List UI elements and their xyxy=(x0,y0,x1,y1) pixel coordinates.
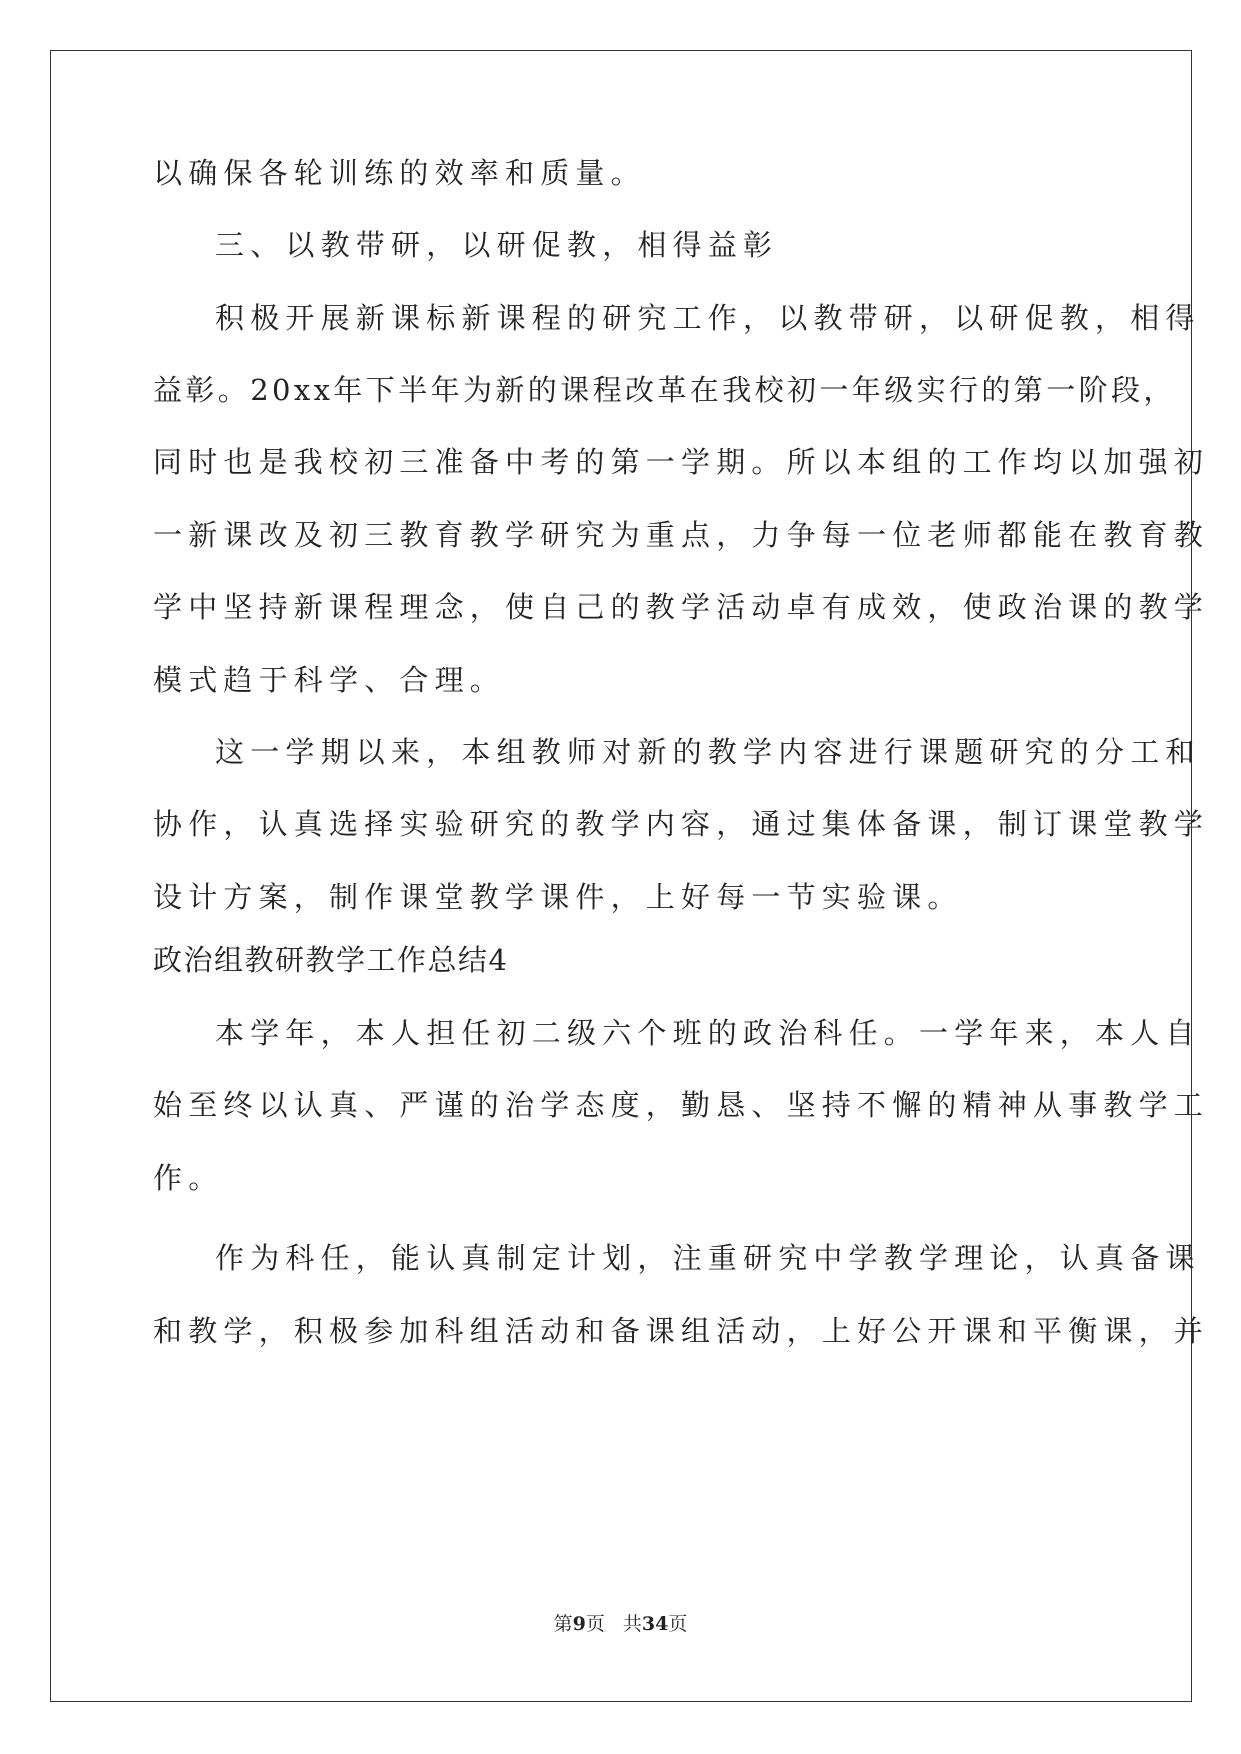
paragraph-1-line-6: 模式趋于科学、合理。 xyxy=(153,663,506,697)
paragraph-4-line-2: 和教学，积极参加科组活动和备课组活动，上好公开课和平衡课，并 xyxy=(153,1314,1210,1348)
paragraph-3-line-2: 始至终以认真、严谨的治学态度，勤恳、坚持不懈的精神从事教学工 xyxy=(153,1088,1210,1122)
paragraph-2-line-2: 协作，认真选择实验研究的教学内容，通过集体备课，制订课堂教学 xyxy=(153,807,1210,841)
footer-total-prefix: 共 xyxy=(622,1613,642,1635)
footer-page-number: 9 xyxy=(572,1613,586,1635)
footer-total-suffix: 页 xyxy=(668,1613,688,1635)
paragraph-2-line-1: 这一学期以来，本组教师对新的教学内容进行课题研究的分工和 xyxy=(215,735,1201,769)
paragraph-1-line-2: 益彰。20xx年下半年为新的课程改革在我校初一年级实行的第一阶段， xyxy=(153,373,1176,407)
paragraph-1-line-1: 积极开展新课标新课程的研究工作，以教带研，以研促教，相得 xyxy=(215,301,1201,335)
text-line-1: 以确保各轮训练的效率和质量。 xyxy=(153,156,646,190)
section-heading: 三、以教带研，以研促教，相得益彰 xyxy=(215,228,779,262)
document-title: 政治组教研教学工作总结4 xyxy=(153,943,509,977)
page-footer xyxy=(0,1612,1241,1636)
footer-prefix: 第 xyxy=(553,1613,573,1635)
paragraph-2-line-3: 设计方案，制作课堂教学课件，上好每一节实验课。 xyxy=(153,880,963,914)
footer-total-pages: 34 xyxy=(641,1613,669,1635)
paragraph-4-line-1: 作为科任，能认真制定计划，注重研究中学教学理论，认真备课 xyxy=(215,1241,1201,1275)
paragraph-3-line-1: 本学年，本人担任初二级六个班的政治科任。一学年来，本人自 xyxy=(215,1016,1201,1050)
paragraph-1-line-4: 一新课改及初三教育教学研究为重点，力争每一位老师都能在教育教 xyxy=(153,518,1210,552)
footer-page-suffix: 页 xyxy=(585,1613,605,1635)
paragraph-1-line-5: 学中坚持新课程理念，使自己的教学活动卓有成效，使政治课的教学 xyxy=(153,590,1210,624)
paragraph-3-line-3: 作。 xyxy=(153,1161,224,1195)
paragraph-1-line-3: 同时也是我校初三准备中考的第一学期。所以本组的工作均以加强初 xyxy=(153,445,1210,479)
